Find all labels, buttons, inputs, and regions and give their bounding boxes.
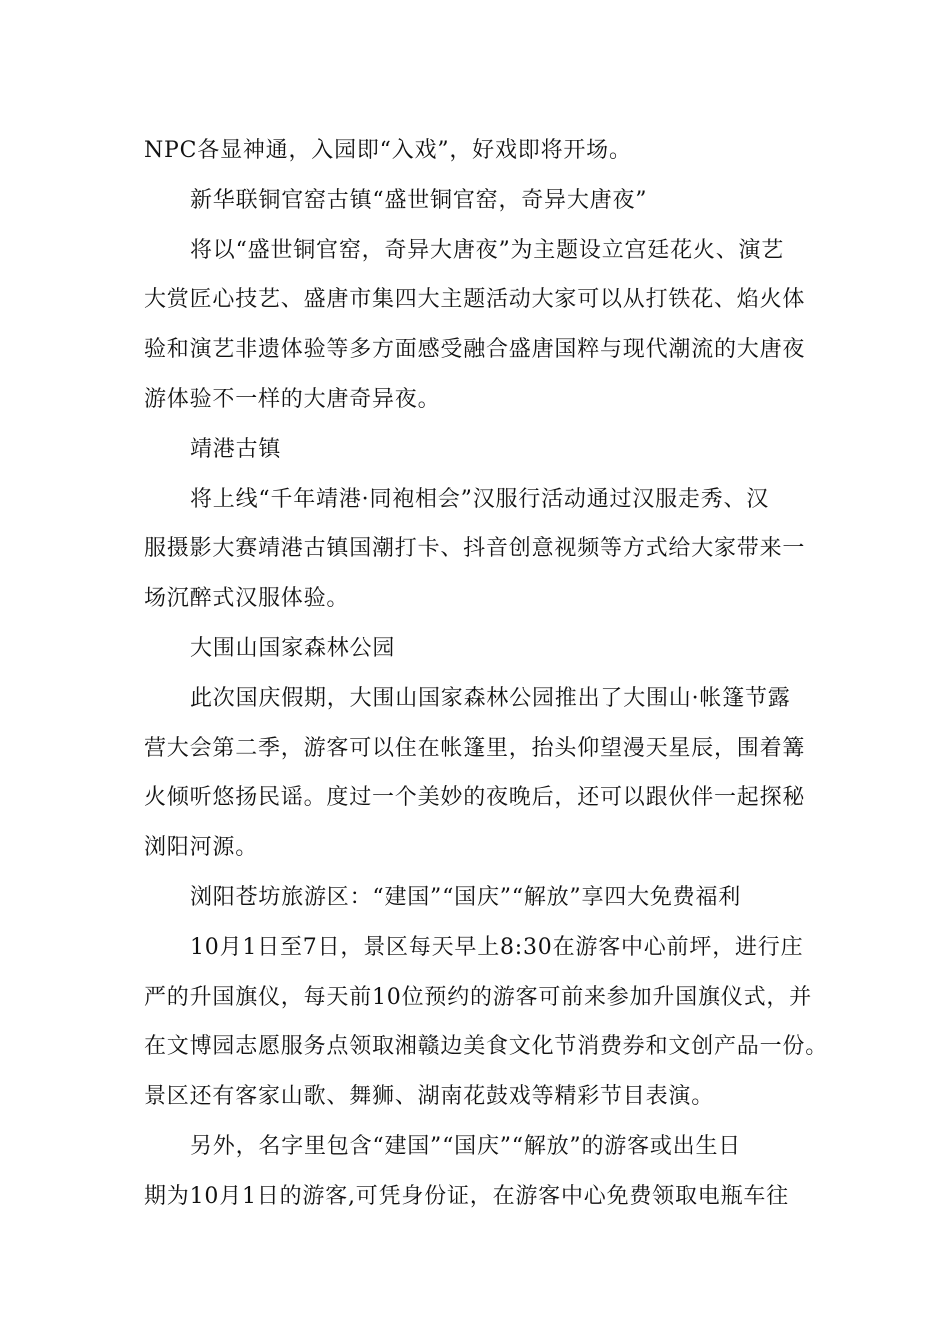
text-line: 另外，名字里包含“建国”“国庆”“解放”的游客或出生日 bbox=[190, 1133, 742, 1159]
text-line: 服摄影大赛靖港古镇国潮打卡、抖音创意视频等方式给大家带来一 bbox=[144, 536, 806, 562]
text-line: 将上线“千年靖港·同袍相会”汉服行活动通过汉服走秀、汉 bbox=[190, 486, 770, 512]
section-heading-tongguanyao: 新华联铜官窑古镇“盛世铜官窑，奇异大唐夜” bbox=[190, 187, 648, 213]
text-line: 场沉醉式汉服体验。 bbox=[144, 586, 350, 612]
text-line: 验和演艺非遗体验等多方面感受融合盛唐国粹与现代潮流的大唐夜 bbox=[144, 337, 806, 363]
text-line: 游体验不一样的大唐奇异夜。 bbox=[144, 386, 441, 412]
text-line: 10月1日至7日，景区每天早上8:30在游客中心前坪，进行庄 bbox=[190, 934, 804, 960]
text-line: 景区还有客家山歌、舞狮、湖南花鼓戏等精彩节目表演。 bbox=[144, 1084, 715, 1110]
text-line: 此次国庆假期，大围山国家森林公园推出了大围山·帐篷节露 bbox=[190, 685, 791, 711]
text-line: 在文博园志愿服务点领取湘赣边美食文化节消费券和文创产品一份。 bbox=[144, 1034, 829, 1060]
text-line: 营大会第二季，游客可以住在帐篷里，抬头仰望漫天星辰，围着篝 bbox=[144, 735, 806, 761]
text-line: 将以“盛世铜官窑，奇异大唐夜”为主题设立宫廷花火、演艺 bbox=[190, 237, 785, 263]
section-heading-cangfang: 浏阳苍坊旅游区：“建国”“国庆”“解放”享四大免费福利 bbox=[190, 884, 742, 910]
text-line: 期为10月1日的游客,可凭身份证，在游客中心免费领取电瓶车往 bbox=[144, 1183, 789, 1209]
section-heading-jinggang: 靖港古镇 bbox=[190, 436, 282, 462]
text-line: NPC各显神通，入园即“入戏”，好戏即将开场。 bbox=[144, 138, 632, 163]
document-body bbox=[144, 126, 829, 1222]
text-line: 大赏匠心技艺、盛唐市集四大主题活动大家可以从打铁花、焰火体 bbox=[144, 287, 806, 313]
text-line: 严的升国旗仪，每天前10位预约的游客可前来参加升国旗仪式，并 bbox=[144, 984, 812, 1010]
text-line: 浏阳河源。 bbox=[144, 835, 259, 861]
section-heading-daweishan: 大围山国家森林公园 bbox=[190, 635, 396, 661]
text-line: 火倾听悠扬民谣。度过一个美妙的夜晚后，还可以跟伙伴一起探秘 bbox=[144, 785, 806, 811]
